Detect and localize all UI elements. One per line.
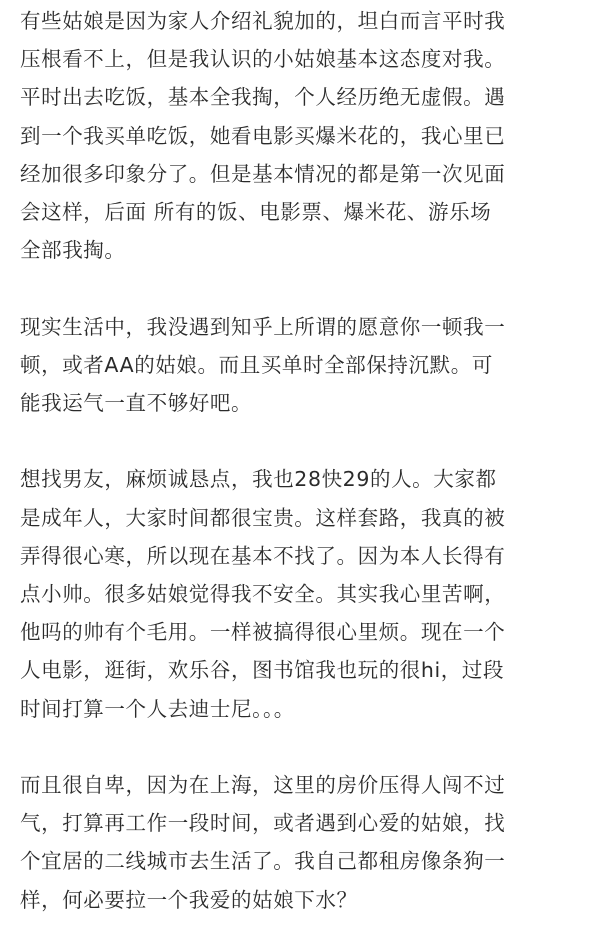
- text-line: 经加很多印象分了。但是基本情况的都是第一次见面: [20, 161, 506, 186]
- text-line: 点小帅。很多姑娘觉得我不安全。其实我心里苦啊，: [20, 582, 506, 607]
- text-line: 样，何必要拉一个我爱的姑娘下水？: [20, 887, 358, 912]
- text-line: 个宜居的二线城市去生活了。我自己都租房像条狗一: [20, 849, 506, 874]
- text-line: 顿，或者AA的姑娘。而且买单时全部保持沉默。可: [20, 352, 493, 377]
- text-line: 平时出去吃饭，基本全我掏，个人经历绝无虚假。遇: [20, 85, 506, 110]
- text-line: 是成年人，大家时间都很宝贵。这样套路，我真的被: [20, 505, 506, 530]
- text-line: 全部我掏。: [20, 238, 126, 263]
- text-line: 到一个我买单吃饭，她看电影买爆米花的，我心里已: [20, 123, 506, 148]
- text-line: 压根看不上，但是我认识的小姑娘基本这态度对我。: [20, 47, 506, 72]
- text-line: 而且很自卑，因为在上海，这里的房价压得人闯不过: [20, 773, 506, 798]
- text-line: 弄得很心寒，所以现在基本不找了。因为本人长得有: [20, 543, 506, 568]
- text-line: 有些姑娘是因为家人介绍礼貌加的，坦白而言平时我: [20, 9, 506, 33]
- text-line: 会这样，后面 所有的饭、电影票、爆米花、游乐场: [20, 200, 492, 225]
- paragraph-2: [20, 308, 588, 423]
- article-body: [20, 2, 588, 919]
- text-line: 人电影，逛街，欢乐谷，图书馆我也玩的很hi，过段: [20, 658, 505, 683]
- text-line: 他吗的帅有个毛用。一样被搞得很心里烦。现在一个: [20, 620, 506, 645]
- paragraph-4: [20, 766, 588, 919]
- text-line: 能我运气一直不够好吧。: [20, 391, 253, 416]
- text-line: 气，打算再工作一段时间，或者遇到心爱的姑娘，找: [20, 811, 506, 836]
- text-line: 现实生活中，我没遇到知乎上所谓的愿意你一顿我一: [20, 314, 506, 339]
- text-line: 想找男友，麻烦诚恳点，我也28快29的人。大家都: [20, 467, 497, 492]
- text-line: 时间打算一个人去迪士尼。。。: [20, 696, 295, 721]
- paragraph-3: [20, 460, 588, 727]
- paragraph-1: [20, 2, 588, 269]
